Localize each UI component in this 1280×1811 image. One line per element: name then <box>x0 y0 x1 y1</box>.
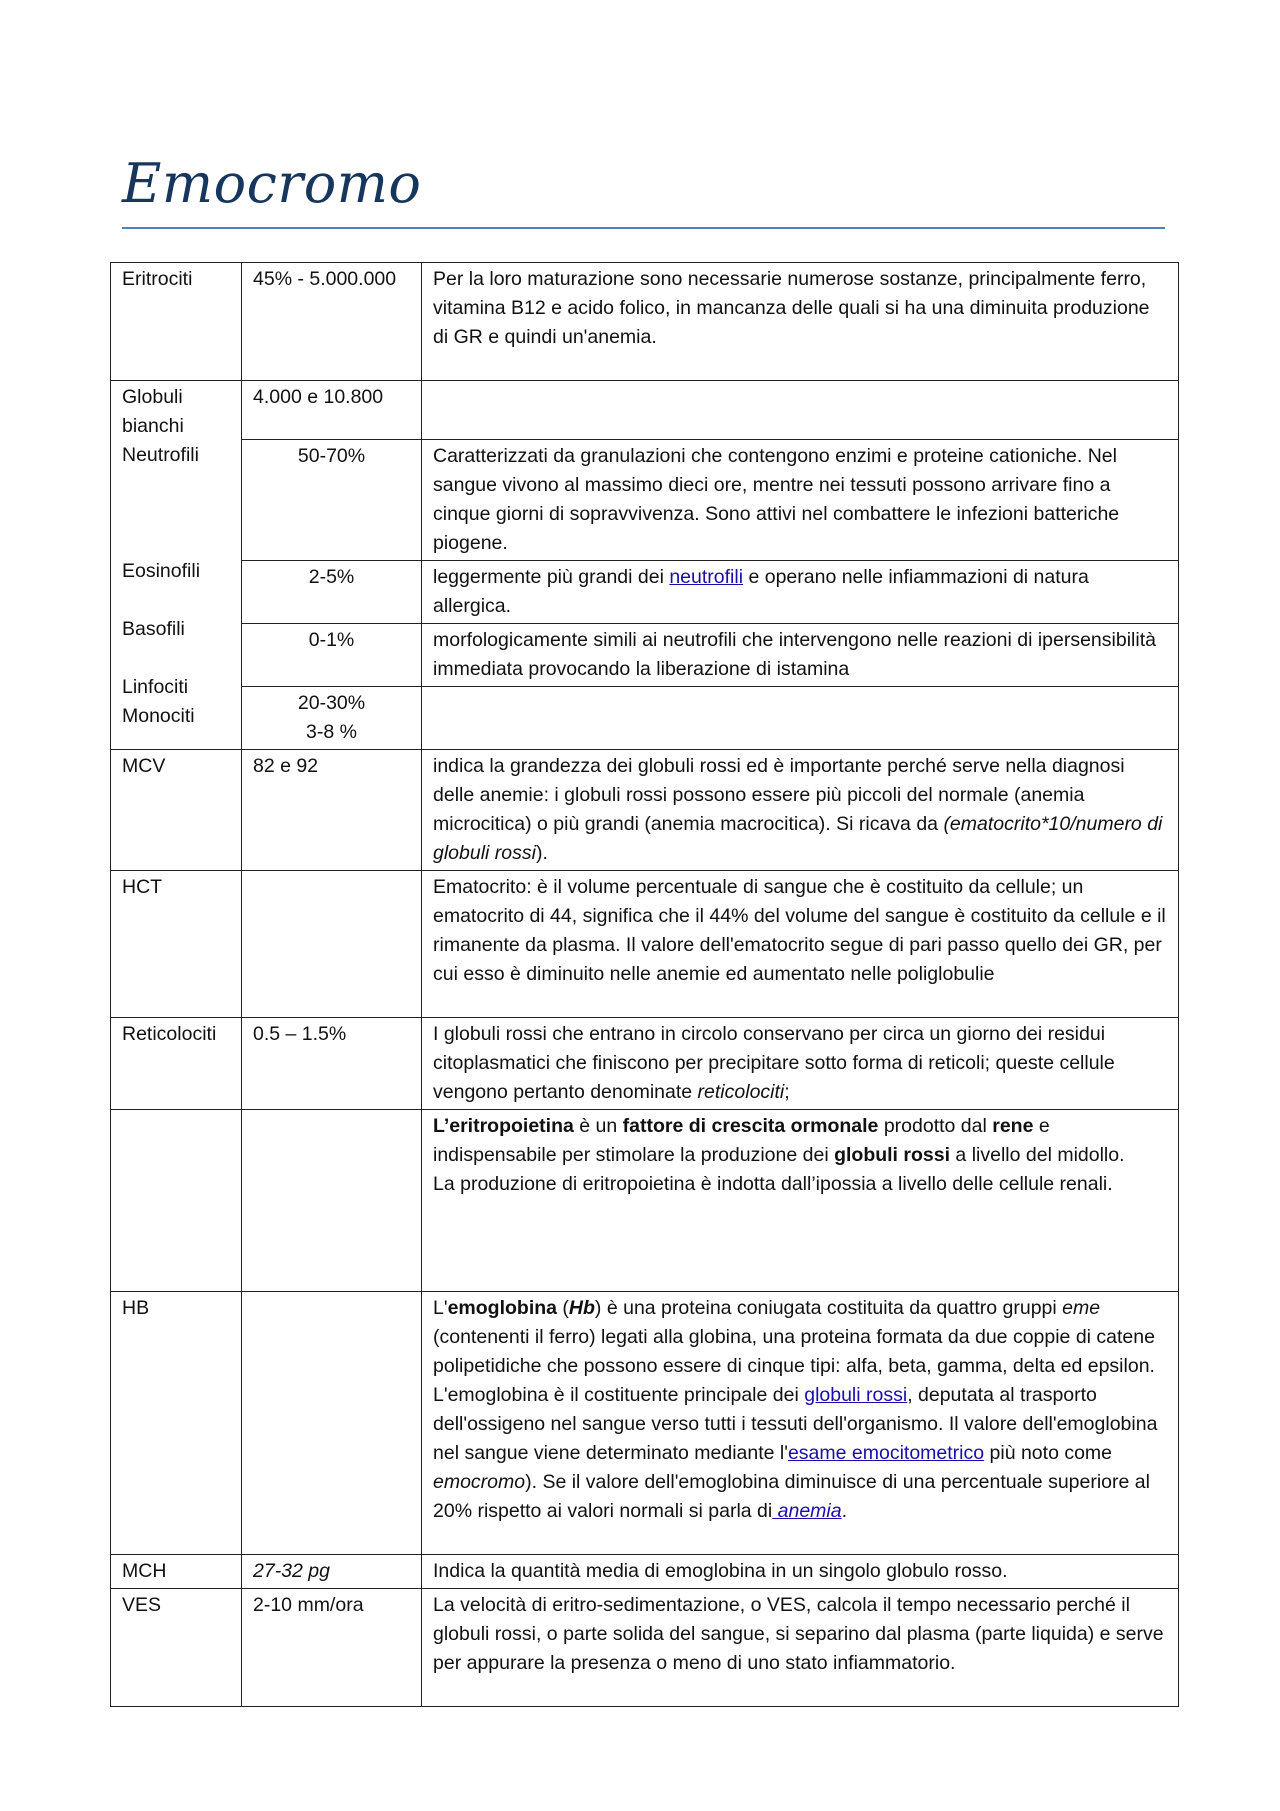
row-value: 82 e 92 <box>242 750 422 871</box>
table-row <box>111 871 1179 1018</box>
row-label: MCV <box>111 750 242 871</box>
row-value: 45% - 5.000.000 <box>242 263 422 381</box>
table-row <box>111 1555 1179 1589</box>
row-value <box>242 871 422 1018</box>
row-value <box>242 1110 422 1292</box>
row-value: 3-8 % <box>306 721 357 743</box>
neutrofili-link[interactable]: neutrofili <box>669 566 744 588</box>
row-label: Eosinofili <box>122 560 201 582</box>
table-row <box>111 1292 1179 1555</box>
row-description: indica la grandezza dei globuli rossi ed è importante perché serve nella diagnosi delle anemie: i globuli rossi possono essere più piccoli del normale (anemia microcitica) o più grandi (anemia macrocitica). Si ricava da (ematocrito*10/numero di globuli rossi). <box>422 750 1179 871</box>
row-description: Indica la quantità media di emoglobina in un singolo globulo rosso. <box>422 1555 1179 1589</box>
row-label: HB <box>111 1292 242 1555</box>
table-row <box>111 440 1179 561</box>
row-description: La velocità di eritro-sedimentazione, o VES, calcola il tempo necessario perché il globuli rossi, o parte solida del sangue, si separino dal plasma (parte liquida) e serve per appurare la presenza o meno di uno stato infiammatorio. <box>422 1589 1179 1707</box>
esame-emocitometrico-link[interactable]: esame emocitometrico <box>787 1442 985 1464</box>
row-description: Caratterizzati da granulazioni che contengono enzimi e proteine cationiche. Nel sangue vivono al massimo dieci ore, mentre nei tessuti possono arrivare fino a cinque giorni di sopravvivenza. Sono attivi nel combattere le infezioni batteriche piogene. <box>422 440 1179 561</box>
row-value: 20-30% <box>297 692 366 714</box>
row-label: Basofili <box>122 618 185 640</box>
row-description <box>422 381 1179 440</box>
table-row <box>111 750 1179 871</box>
row-description: Ematocrito: è il volume percentuale di sangue che è costituito da cellule; un ematocrito di 44, significa che il 44% del volume del sangue è costituito da cellule e il rimanente da plasma. Il valore dell'ematocrito segue di pari passo quello dei GR, per cui esso è diminuito nelle anemie ed aumentato nelle poliglobulie <box>422 871 1179 1018</box>
row-value: 4.000 e 10.800 <box>242 381 422 440</box>
row-value: 50-70% <box>242 440 422 561</box>
row-label <box>111 1110 242 1292</box>
table-row <box>111 624 1179 687</box>
row-label-group <box>111 381 242 750</box>
table-row <box>111 561 1179 624</box>
table-row <box>111 1589 1179 1707</box>
row-description: morfologicamente simili ai neutrofili che intervengono nelle reazioni di ipersensibilità immediata provocando la liberazione di istamina <box>422 624 1179 687</box>
row-description <box>422 687 1179 750</box>
table-row <box>111 1018 1179 1110</box>
table-row <box>111 263 1179 381</box>
row-label: Neutrofili <box>122 444 199 466</box>
row-value <box>242 1292 422 1555</box>
table-row <box>111 381 1179 440</box>
row-value: 0.5 – 1.5% <box>242 1018 422 1110</box>
row-description: Per la loro maturazione sono necessarie numerose sostanze, principalmente ferro, vitamina B12 e acido folico, in mancanza delle quali si ha una diminuita produzione di GR e quindi un'anemia. <box>422 263 1179 381</box>
row-label: HCT <box>111 871 242 1018</box>
title-underline <box>122 227 1165 229</box>
row-label: Globuli <box>122 386 183 408</box>
row-label: Monociti <box>122 705 195 727</box>
row-description: leggermente più grandi dei neutrofili e operano nelle infiammazioni di natura allergica. <box>422 561 1179 624</box>
row-value: 0-1% <box>242 624 422 687</box>
row-label: Eritrociti <box>111 263 242 381</box>
blood-count-table <box>110 262 1179 1707</box>
row-description: L’eritropoietina è un fattore di crescita ormonale prodotto dal rene e indispensabile per stimolare la produzione dei globuli rossi a livello del midollo. La produzione di eritropoietina è indotta dall’ipossia a livello delle cellule renali. <box>422 1110 1179 1292</box>
row-label: VES <box>111 1589 242 1707</box>
anemia-link[interactable]: anemia <box>772 1500 842 1522</box>
globuli-rossi-link[interactable]: globuli rossi <box>804 1384 908 1406</box>
row-value: 2-10 mm/ora <box>242 1589 422 1707</box>
row-label: Linfociti <box>122 676 189 698</box>
row-description: L'emoglobina (Hb) è una proteina coniugata costituita da quattro gruppi eme (contenenti il ferro) legati alla globina, una proteina formata da due coppie di catene polipetidiche che possono essere di cinque tipi: alfa, beta, gamma, delta ed epsilon. L'emoglobina è il costituente principale dei globuli rossi, deputata al trasporto dell'ossigeno nel sangue verso tutti i tessuti dell'organismo. Il valore dell'emoglobina nel sangue viene determinato mediante l'esame emocitometrico più noto come emocromo). Se il valore dell'emoglobina diminuisce di una percentuale superiore al 20% rispetto ai valori normali si parla di anemia. <box>422 1292 1179 1555</box>
row-label: bianchi <box>122 415 184 437</box>
row-value: 27-32 pg <box>242 1555 422 1589</box>
table-row <box>111 687 1179 750</box>
table-row <box>111 1110 1179 1292</box>
row-value: 2-5% <box>242 561 422 624</box>
row-description: I globuli rossi che entrano in circolo conservano per circa un giorno dei residui citoplasmatici che finiscono per precipitare sotto forma di reticoli; queste cellule vengono pertanto denominate reticolociti; <box>422 1018 1179 1110</box>
row-value-group <box>242 687 422 750</box>
row-label: Reticolociti <box>111 1018 242 1110</box>
row-label: MCH <box>111 1555 242 1589</box>
page-title: Emocromo <box>122 152 422 215</box>
